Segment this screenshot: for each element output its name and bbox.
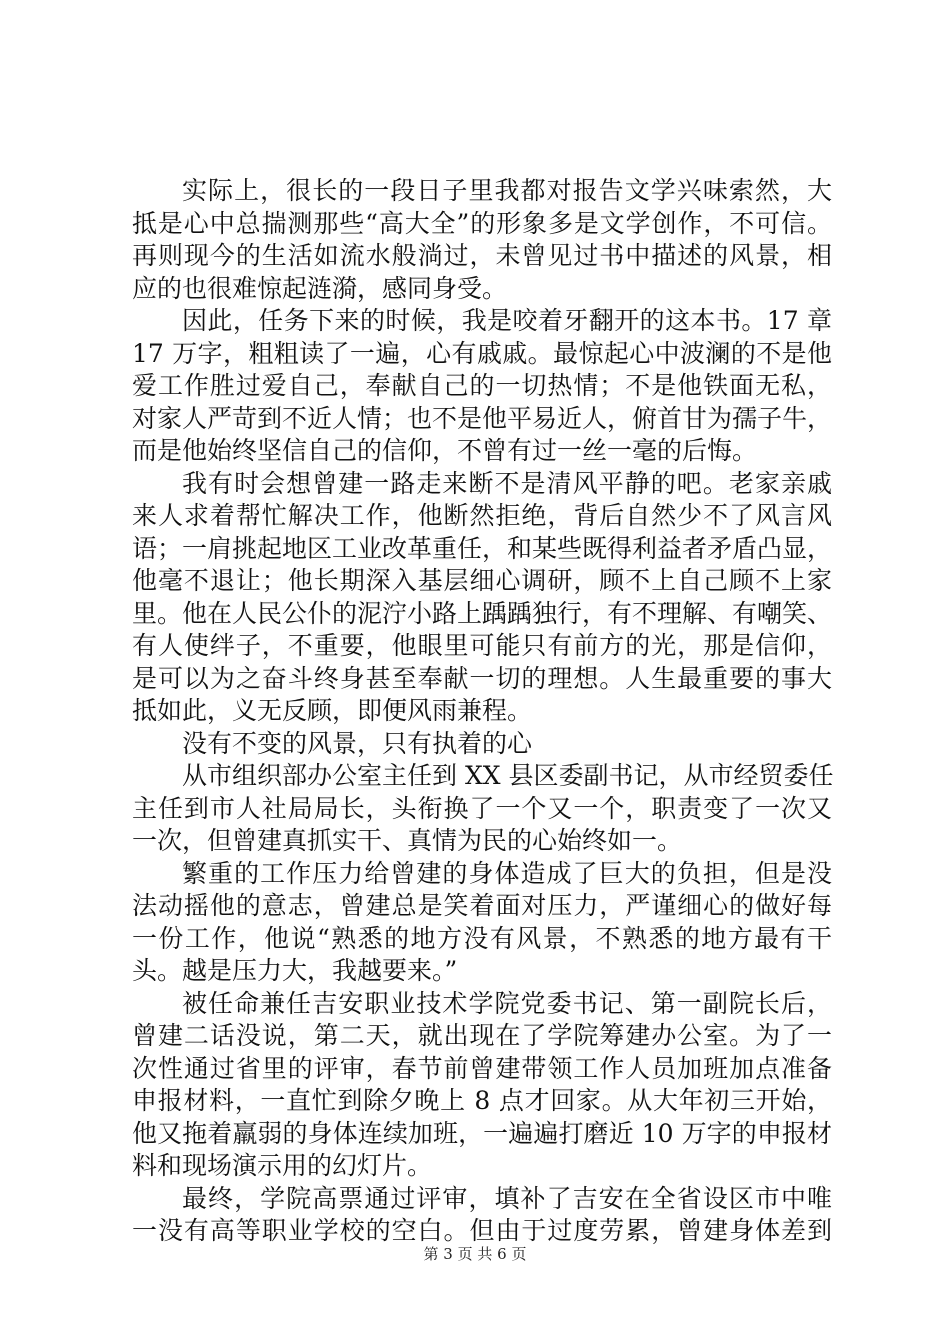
text-line: 语；一肩挑起地区工业改革重任，和某些既得利益者矛盾凸显， xyxy=(132,533,833,563)
text-line: 有人使绊子，不重要，他眼里可能只有前方的光，那是信仰， xyxy=(132,631,832,660)
text-line: 一没有高等职业学校的空白。但由于过度劳累，曾建身体差到 xyxy=(132,1216,832,1245)
text-line: 再则现今的生活如流水般淌过，未曾见过书中描述的风景，相 xyxy=(132,241,832,270)
text-line: 爱工作胜过爱自己，奉献自己的一切热情；不是他铁面无私， xyxy=(132,371,832,400)
text-line: 对家人严苛到不近人情；也不是他平易近人，俯首甘为孺子牛， xyxy=(132,403,833,433)
text-line: 而是他始终坚信自己的信仰，不曾有过一丝一毫的后悔。 xyxy=(132,436,758,465)
text-line: 我有时会想曾建一路走来断不是清风平静的吧。老家亲戚 xyxy=(182,468,832,498)
text-line: 是可以为之奋斗终身甚至奉献一切的理想。人生最重要的事大 xyxy=(132,663,832,693)
text-line: 被任命兼任吉安职业技术学院党委书记、第一副院长后， xyxy=(182,988,832,1018)
text-line: 他又拖着羸弱的身体连续加班，一遍遍打磨近 10 万字的申报材 xyxy=(132,1118,832,1148)
text-line: 主任到市人社局局长，头衔换了一个又一个，职责变了一次又 xyxy=(132,793,832,823)
text-line: 17 万字，粗粗读了一遍，心有戚戚。最惊起心中波澜的不是他 xyxy=(132,338,832,368)
text-line: 抵如此，义无反顾，即便风雨兼程。 xyxy=(132,696,533,725)
page-number: 第 3 页 共 6 页 xyxy=(423,1245,527,1263)
text-line: 曾建二话没说，第二天，就出现在了学院筹建办公室。为了一 xyxy=(132,1021,832,1050)
text-line: 繁重的工作压力给曾建的身体造成了巨大的负担，但是没 xyxy=(182,858,832,888)
document-body xyxy=(132,175,832,1248)
text-line: 应的也很难惊起涟漪，感同身受。 xyxy=(132,273,508,303)
text-line: 一次，但曾建真抓实干、真情为民的心始终如一。 xyxy=(132,826,683,855)
text-line: 里。他在人民公仆的泥泞小路上踽踽独行，有不理解、有嘲笑、 xyxy=(132,598,833,628)
text-line: 他毫不退让；他长期深入基层细心调研，顾不上自己顾不上家 xyxy=(132,566,832,595)
text-line: 次性通过省里的评审，春节前曾建带领工作人员加班加点准备 xyxy=(132,1053,832,1083)
text-line: 没有不变的风景，只有执着的心 xyxy=(182,728,533,758)
text-line: 申报材料，一直忙到除夕晚上 8 点才回家。从大年初三开始， xyxy=(132,1086,832,1115)
text-line: 法动摇他的意志，曾建总是笑着面对压力，严谨细心的做好每 xyxy=(132,891,832,920)
text-line: 来人求着帮忙解决工作，他断然拒绝，背后自然少不了风言风 xyxy=(132,501,832,530)
text-line: 料和现场演示用的幻灯片。 xyxy=(132,1151,433,1180)
text-line: 实际上，很长的一段日子里我都对报告文学兴味索然，大 xyxy=(182,176,832,205)
text-line: 从市组织部办公室主任到 XX 县区委副书记，从市经贸委任 xyxy=(182,761,834,790)
text-line: 最终，学院高票通过评审，填补了吉安在全省设区市中唯 xyxy=(182,1183,832,1213)
text-line: 因此，任务下来的时候，我是咬着牙翻开的这本书。17 章 xyxy=(182,306,832,335)
text-line: 一份工作，他说“熟悉的地方没有风景，不熟悉的地方最有干 xyxy=(132,923,832,953)
text-line: 抵是心中总揣测那些“高大全”的形象多是文学创作，不可信。 xyxy=(132,208,832,238)
text-line: 头。越是压力大，我越要来。” xyxy=(132,956,458,985)
